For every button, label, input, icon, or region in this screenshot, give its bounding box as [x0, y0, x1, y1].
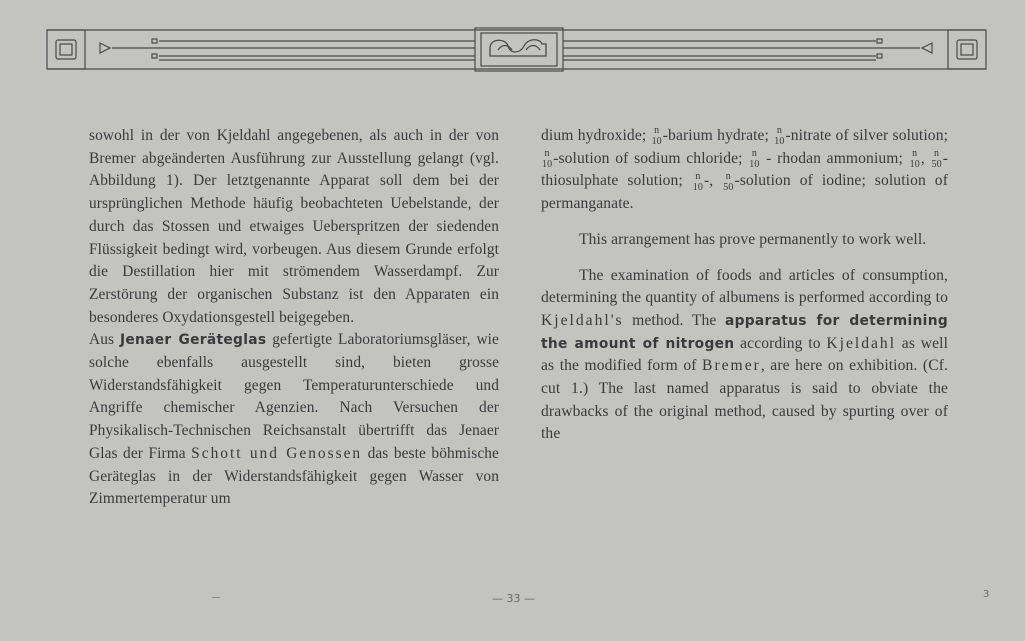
fraction: n 10 — [909, 148, 920, 171]
triangle-left-icon — [922, 43, 932, 53]
center-emblem-icon — [490, 40, 546, 56]
fraction: n 10 — [692, 170, 703, 193]
bold-term: apparatus for determining the amount of nitrogen — [541, 312, 948, 352]
paragraph: This arrangement has prove permanently to work well. — [579, 230, 927, 248]
side-number: 3 — [983, 589, 990, 600]
header-ornament — [0, 0, 1025, 80]
right-column — [541, 125, 948, 446]
fraction: n 10 — [749, 148, 760, 171]
fraction: n 10 — [774, 125, 785, 148]
paragraph: sowohl in der von Kjeldahl angegebenen, als auch in der von Bremer abgeänderten Ausführung zur Ausstellung gelangt (vgl. Abbildung 1). Der letztgenannte Apparat soll dem bei der ursprünglichen Methode häufig beobachteten Uebelstande, der durch das Stossen und etwaiges Ueberspritzen der siedenden Flüssigkeit bedingt wird, vorbeugen. Aus diesem Grunde erfolgt die Destillation hier mit strömendem Wasserdampf. Zur Zerstörung der organischen Substanz ist den Apparaten ein besonderes Oxydationsgestell beigegeben. — [89, 127, 499, 326]
fraction: n 50 — [723, 170, 734, 193]
fraction: n 10 — [542, 148, 553, 171]
paragraph: The examination of foods and articles of consumption, determining the quantity of albumens is performed according to Kjeldahl's method. The apparatus for determining the amount of nitrogen according to Kjeldahl as well as the modified form of Bremer, are here on exhibition. (Cf. cut 1.) The last named apparatus is said to obviate the drawbacks of the original method, caused by spurting over of the — [541, 266, 948, 443]
fraction: n 50 — [931, 148, 942, 171]
triangle-right-icon — [100, 43, 110, 53]
square-ornament-icon — [957, 40, 977, 59]
square-ornament-icon — [56, 40, 76, 59]
paragraph: dium hydroxide; n 10 -barium hydrate; n 10 -nitrate of silver solution; n 10 -solution of sodium chloride; n 10 - rhodan ammonium; n 10 , n 50 -thiosulphate solution; n 10 -, n 50 -solution of iodine; solution of permanganate. — [541, 125, 949, 213]
page-number: — 33 — — [492, 592, 535, 605]
paragraph: Aus Jenaer Geräteglas gefertigte Laboratoriumsgläser, wie solche ebenfalls ausgestellt sind, bieten grosse Widerstandsfähigkeit gegen Temperaturunterschiede und Angriffe chemischer Agenzien. Nach Versuchen der Physikalisch-Technischen Reichsanstalt übertrifft das Jenaer Glas der Firma Schott und Genossen das beste böhmische Geräteglas in der Widerstandsfähigkeit gegen Wasser von Zimmertemperatur um — [89, 331, 499, 508]
left-column — [89, 125, 499, 511]
bold-term: Jenaer Geräteglas — [119, 332, 267, 349]
fraction: n 10 — [651, 125, 662, 148]
divider — [212, 597, 220, 598]
